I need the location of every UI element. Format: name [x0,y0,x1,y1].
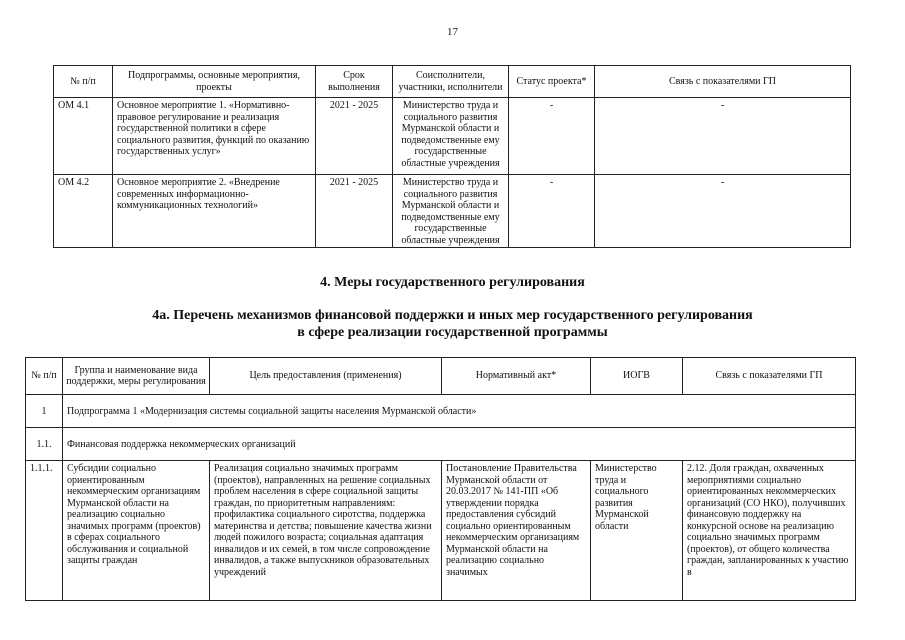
col-header-iogv: ИОГВ [591,358,683,395]
col-header-status: Статус проекта* [509,66,595,98]
cell-num: 1.1. [26,428,63,461]
cell-indicators: - [595,98,851,175]
cell-program: Основное мероприятие 1. «Нормативно-правовое регулирование и реализация государственной политики в сфере социального развития, функций по оказанию государственных услуг» [113,98,316,175]
subprogram-title: Подпрограмма 1 «Модернизация системы социальной защиты населения Мурманской области» [63,395,856,428]
cell-indicators: - [595,175,851,248]
col-header-purpose: Цель предоставления (применения) [210,358,442,395]
col-header-programs: Подпрограммы, основные мероприятия, проекты [113,66,316,98]
cell-purpose: Реализация социально значимых программ (проектов), направленных на решение социальных проблем населения в сфере социальной защиты граждан, по приоритетным направлениям: профилактика социального сиротства, поддержка материнства и детства; повышение качества жизни людей пожилого возраста; социальная адаптация инвалидов и их семей, в том числе сопровождение инвалидов, а также выпускников образовательных учреждений [210,461,442,601]
table-header-row [26,358,856,395]
col-header-normative-act: Нормативный акт* [442,358,591,395]
col-header-indicators: Связь с показателями ГП [683,358,856,395]
table-row [54,98,851,175]
cell-term: 2021 - 2025 [316,175,393,248]
cell-num: 1.1.1. [26,461,63,601]
cell-num: 1 [26,395,63,428]
cell-executors: Министерство труда и социального развития Мурманской области и подведомственные ему государственные областные учреждения [393,175,509,248]
subsection-heading [0,307,905,341]
col-header-term: Срок выполнения [316,66,393,98]
subsection-heading-line1: 4а. Перечень механизмов финансовой поддержки и иных мер государственного регулирования [152,308,753,323]
group-title: Финансовая поддержка некоммерческих организаций [63,428,856,461]
table-row [26,461,856,601]
group-row [26,428,856,461]
cell-program: Основное мероприятие 2. «Внедрение современных информационно-коммуникационных технологий» [113,175,316,248]
col-header-support-type: Группа и наименование вида поддержки, меры регулирования [63,358,210,395]
cell-normative-act: Постановление Правительства Мурманской области от 20.03.2017 № 141-ПП «Об утверждении порядка предоставления субсидий социально ориентированным некоммерческим организациям Мурманской области на реализацию социально значимых [442,461,591,601]
section-heading: 4. Меры государственного регулирования [320,275,585,290]
cell-term: 2021 - 2025 [316,98,393,175]
cell-executors: Министерство труда и социального развития Мурманской области и подведомственные ему государственные областные учреждения [393,98,509,175]
subprogram-row [26,395,856,428]
table-row [54,175,851,248]
activities-table [53,65,851,248]
col-header-num: № п/п [26,358,63,395]
cell-support-type: Субсидии социально ориентированным некоммерческим организациям Мурманской области на реализацию социально значимых программ (проектов) в сферах социального обслуживания и социальной защиты граждан [63,461,210,601]
col-header-indicators: Связь с показателями ГП [595,66,851,98]
cell-indicators: 2.12. Доля граждан, охваченных мероприятиями социально ориентированных некоммерческих организаций (СО НКО), получивших финансовую поддержку на конкурсной основе на реализацию социально значимых программ (проектов), от общего количества граждан, запланированных к участию в [683,461,856,601]
support-measures-table [25,357,856,601]
col-header-num: № п/п [54,66,113,98]
cell-num: ОМ 4.2 [54,175,113,248]
cell-status: - [509,98,595,175]
table-header-row [54,66,851,98]
col-header-executors: Соисполнители, участники, исполнители [393,66,509,98]
cell-iogv: Министерство труда и социального развития Мурманской области [591,461,683,601]
subsection-heading-line2: в сфере реализации государственной программы [297,325,608,340]
cell-status: - [509,175,595,248]
page-number: 17 [447,26,458,38]
cell-num: ОМ 4.1 [54,98,113,175]
